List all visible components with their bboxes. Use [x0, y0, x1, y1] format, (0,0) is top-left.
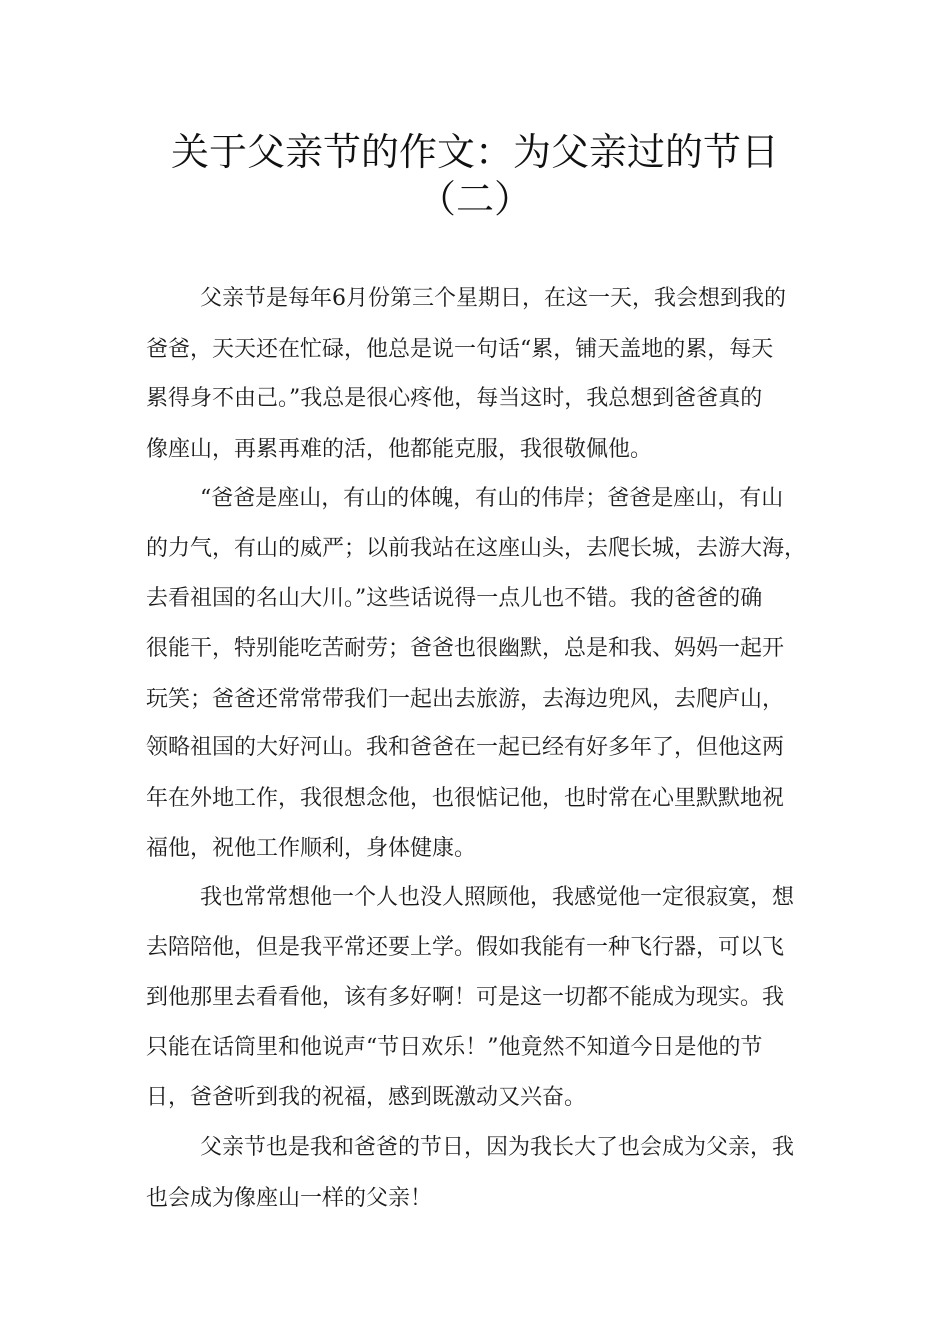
paragraph-4-line-1: 父亲节也是我和爸爸的节日，因为我长大了也会成为父亲，我 [200, 1135, 795, 1160]
paragraph-2-line-1: “爸爸是座山，有山的体魄，有山的伟岸；爸爸是座山，有山 [200, 486, 784, 511]
paragraph-2-line-5: 玩笑；爸爸还常常带我们一起出去旅游，去海边兜风，去爬庐山， [146, 687, 785, 712]
paragraph-2-line-2: 的力气，有山的威严；以前我站在这座山头，去爬长城，去游大海， [146, 536, 807, 561]
paragraph-2-line-8: 福他，祝他工作顺利，身体健康。 [146, 836, 477, 861]
document-title: 关于父亲节的作文：为父亲过的节日 [170, 130, 779, 174]
paragraph-4-line-2: 也会成为像座山一样的父亲！ [146, 1186, 433, 1211]
paragraph-1-line-3: 累得身不由己。”我总是很心疼他，每当这时，我总想到爸爸真的 [146, 386, 763, 411]
paragraph-2-line-4: 很能干，特别能吃苦耐劳；爸爸也很幽默，总是和我、妈妈一起开 [146, 636, 785, 661]
paragraph-2-line-3: 去看祖国的名山大川。”这些话说得一点儿也不错。我的爸爸的确 [146, 586, 763, 611]
paragraph-3-line-5: 日，爸爸听到我的祝福，感到既激动又兴奋。 [146, 1085, 587, 1110]
paragraph-3-line-3: 到他那里去看看他，该有多好啊！可是这一切都不能成为现实。我 [146, 985, 785, 1010]
paragraph-1-line-4: 像座山，再累再难的活，他都能克服，我很敬佩他。 [146, 437, 653, 462]
paragraph-1-line-2: 爸爸，天天还在忙碌，他总是说一句话“累，铺天盖地的累，每天 [146, 337, 774, 362]
paragraph-3-line-1: 我也常常想他一个人也没人照顾他，我感觉他一定很寂寞，想 [200, 885, 795, 910]
paragraph-3-line-2: 去陪陪他，但是我平常还要上学。假如我能有一种飞行器，可以飞 [146, 935, 785, 960]
paragraph-3-line-4: 只能在话筒里和他说声“节日欢乐！”他竟然不知道今日是他的节 [146, 1035, 763, 1060]
paragraph-1-line-1: 父亲节是每年6月份第三个星期日，在这一天，我会想到我的 [200, 286, 786, 311]
document-title-continuation: （二） [417, 177, 532, 221]
paragraph-2-line-6: 领略祖国的大好河山。我和爸爸在一起已经有好多年了，但他这两 [146, 735, 785, 760]
paragraph-2-line-7: 年在外地工作，我很想念他，也很惦记他，也时常在心里默默地祝 [146, 786, 785, 811]
